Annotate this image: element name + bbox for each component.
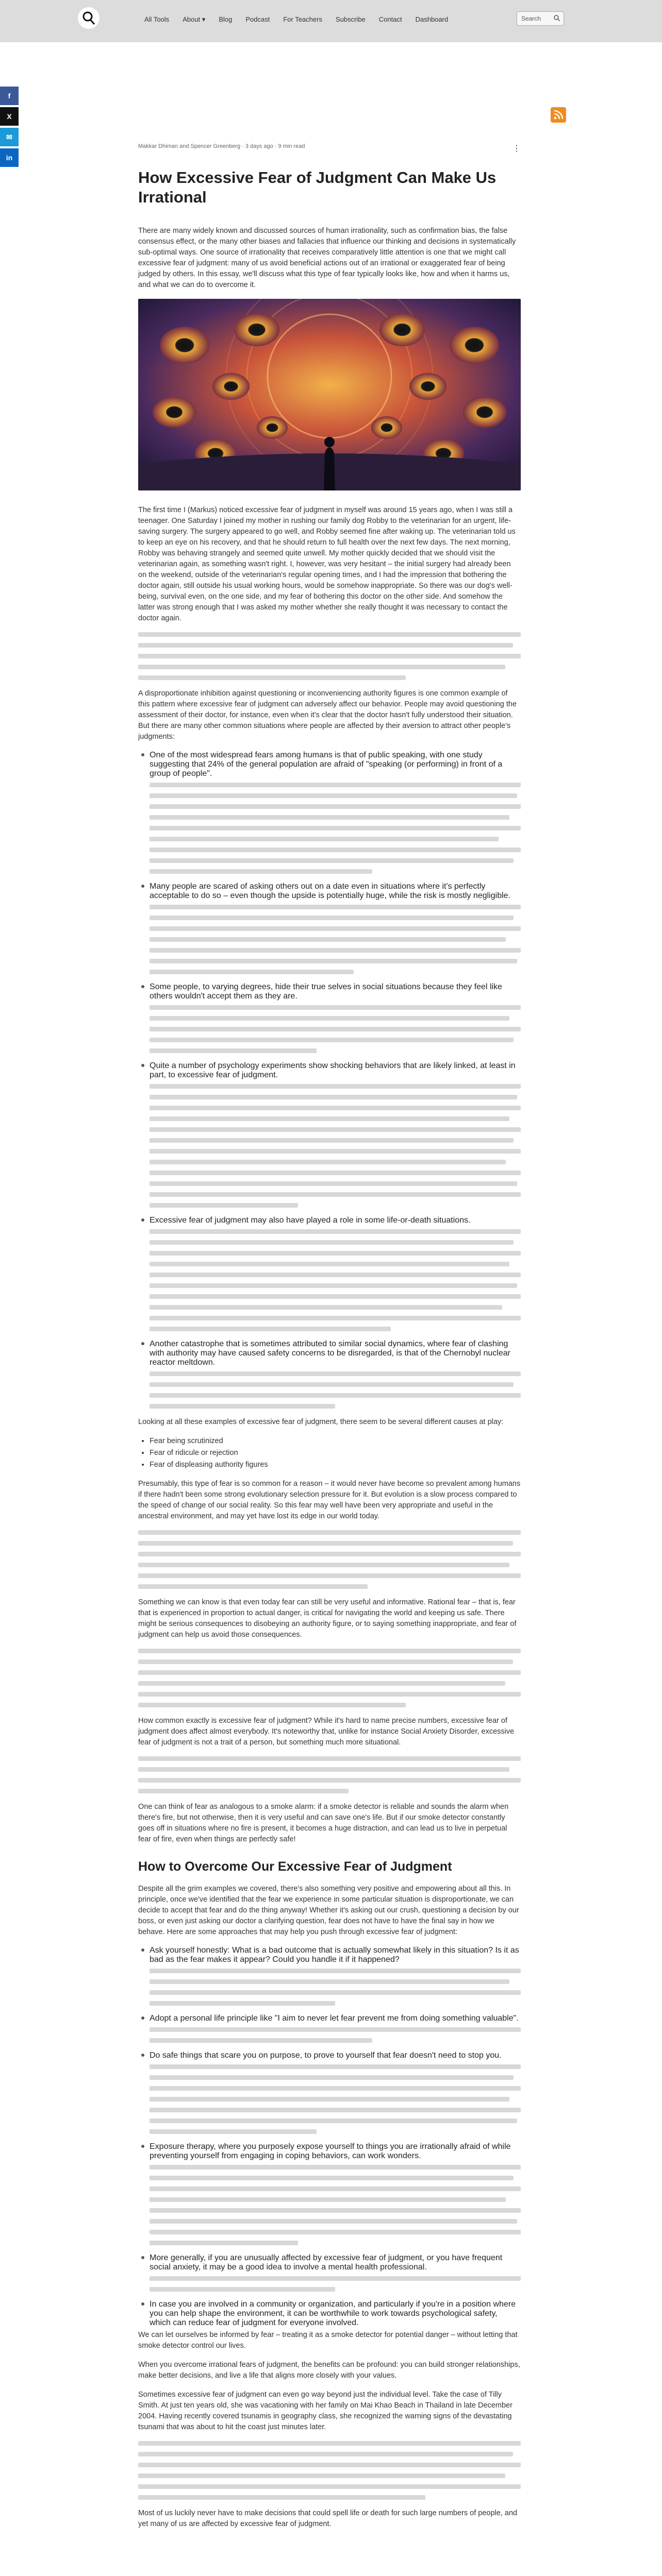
article-meta [138, 143, 521, 154]
paragraph-vet-story: The first time I (Markus) noticed excessive fear of judgment in myself was around 15 years ago, when I was still a teenager. One Saturday I joined my mother in rushing our family dog Robby to the veterinarian for an urgent, life-saving surgery. The surgery appeared to go well, and Robby seemed fine after waking up. The veterinarian told us to keep an eye on his recovery, and that he should return to full health over the next few days. The next morning, Robby was behaving strangely and seemed quite unwell. My mother quickly decided that we should visit the veterinarian again, as something wasn't right. I, however, was very hesitant – the initial surgery had already been on the weekend, outside of the veterinarian's regular opening times, and I had the impression that bothering the doctor again, still outside his usual working hours, would be somehow inappropriate. So there was our dog's well-being, survival even, on the one side, and my fear of bothering this doctor on the other side. And somehow the latter was strong enough that I was asked my mother whether she really thought it was necessary to contact the doctor again. [138, 506, 516, 622]
nav-subscribe[interactable]: Subscribe [335, 15, 366, 23]
article-title: How Excessive Fear of Judgment Can Make Us Irrational [138, 168, 496, 206]
email-icon: ✉ [6, 132, 12, 141]
author-date-readtime: Makkar Dhiman and Spencer Greenberg · 3 days ago · 9 min read [138, 143, 305, 149]
paragraph-smoke-alarm: One can think of fear as analogous to a smoke alarm: if a smoke detector is reliable and sounds the alarm when there's fire, but not otherwise, then it is very useful and can save one's life. But if our smoke detector constantly goes off in situations where no fire is present, it becomes a huge distraction, and can lead us to live in perpetual fear of fire, even when things are perfectly safe! [138, 1803, 509, 1843]
list-item: Exposure therapy, where you purposely expose yourself to things you are irrationally afraid of while preventing yourself from engaging in coping behaviors, can work wonders. [138, 2142, 521, 2245]
search-input[interactable] [517, 11, 564, 26]
list-item: Adopt a personal life principle like "I aim to never let fear prevent me from doing something valuable". [138, 2014, 521, 2043]
nav-about[interactable]: About ▾ [183, 15, 206, 23]
list-item: • Fear of displeasing authority figures [150, 1460, 521, 1470]
paragraph-tilly-smith: Sometimes excessive fear of judgment can even go way beyond just the individual level. Take the case of Tilly Smith. At just ten years old, she was vacationing with her family on Mai Khao Beach in Thailand in late December 2004. Having recently covered tsunamis in geography class, she recognized the warning signs of the devastating tsunami that was about to hit the coast just minutes later. [138, 2391, 512, 2431]
rss-feed-button[interactable] [551, 107, 566, 123]
intro-paragraph: There are many widely known and discussed sources of human irrationality, such as confirmation bias, the false consensus effect, or the many other biases and fallacies that influence our thinking and decisions in systematically sub-optimal ways. One source of irrationality that receives comparatively little attention is one that we might call excessive fear of judgment: many of us avoid beneficial actions out of an irrational or exaggerated fear of being judged by others. In this essay, we'll discuss what this type of fear typically looks like, how and when it harms us, and what we can do to overcome it. [138, 227, 516, 289]
share-linkedin-button[interactable] [0, 148, 19, 167]
main-nav [144, 15, 448, 24]
linkedin-icon: in [6, 154, 13, 162]
approaches-list [138, 1946, 521, 2328]
list-item: Do safe things that scare you on purpose, to prove to yourself that fear doesn't need to stop you. [138, 2051, 521, 2134]
paragraph-causes: Looking at all these examples of excessive fear of judgment, there seem to be several different causes at play: [138, 1418, 504, 1426]
paragraph-tilly-smith-continued [138, 2441, 521, 2500]
facebook-icon: f [8, 92, 11, 100]
list-item: Some people, to varying degrees, hide their true selves in social situations because they feel like others wouldn't accept them as they are. [138, 982, 521, 1053]
search-icon [553, 14, 560, 22]
more-options-icon[interactable]: ⋮ [512, 144, 521, 153]
paragraph-vet-story-continued [138, 632, 521, 680]
list-item: Ask yourself honestly: What is a bad outcome that is actually somewhat likely in this situation? Is it as bad as the fear makes it appear? Could you handle it if it happened? [138, 1946, 521, 2006]
paragraph-evolution: Presumably, this type of fear is so common for a reason – it would never have become so prevalent among humans if there hadn't been some strong evolutionary selection pressure for it. But evolution is a slow process compared to the speed of change of our social reality. So this fear may well have been very appropriate and useful in the ancestral environment, and may yet have lost its edge in our world today. [138, 1480, 521, 1520]
paragraph-how-common: How common exactly is excessive fear of judgment? While it's hard to name precise numbers, excessive fear of judgment does affect almost everybody. It's noteworthy that, unlike for instance Social Anxiety Disorder, excessive fear of judgment is not a trait of a person, but something much more situational. [138, 1717, 515, 1747]
section-heading-overcome: How to Overcome Our Excessive Fear of Judgment [138, 1859, 452, 1874]
paragraph-rational-fear: Something we can know is that even today fear can still be very useful and informative. Rational fear – that is, fear that is experienced in proportion to actual danger, is critical for navigating the world and keeping us safe. There might be serious consequences to disobeying an authority figure, or to saying something inappropriate, and fear of judgment can help us avoid those consequences. [138, 1598, 517, 1639]
list-item: One of the most widespread fears among humans is that of public speaking, with one study suggesting that 24% of the general population are afraid of "speaking (or performing) in front of a group of people". [138, 751, 521, 874]
paragraph-rational-fear-continued [138, 1649, 521, 1707]
list-item: In case you are involved in a community or organization, and particularly if you're in a position where you can help shape the environment, it can be worthwhile to work towards psychological safety, which can reduce fear of judgment for everyone involved. [138, 2300, 521, 2328]
paragraph-overcome-intro: Despite all the grim examples we covered, there's also something very positive and empowering about all this. In principle, once we've identified that the fear we experience in some particular situation is disproportionate, we can decide to accept that fear and do the thing anyway! Whether it's asking out our crush, questioning a decision by our boss, or even just asking our doctor a clarifying question, fear does not have to have the final say in how we behave. Here are some approaches that may help you push through excessive fear of judgment: [138, 1885, 519, 1936]
site-logo[interactable] [78, 7, 100, 29]
causes-list [138, 1436, 521, 1470]
magnifier-logo-icon [81, 10, 96, 26]
list-item: • Fear being scrutinized [150, 1436, 521, 1447]
nav-blog[interactable]: Blog [219, 15, 233, 23]
paragraph-conclusion: Most of us luckily never have to make decisions that could spell life or death for such large numbers of people, and yet many of us are affected by excessive fear of judgment. [138, 2509, 518, 2528]
paragraph-informed-by-fear: We can let ourselves be informed by fear – treating it as a smoke detector for potential danger – without letting that smoke detector control our lives. [138, 2331, 518, 2350]
nav-contact[interactable]: Contact [378, 15, 402, 23]
site-header [0, 0, 662, 42]
nav-for-teachers[interactable]: For Teachers [283, 15, 322, 23]
share-email-button[interactable] [0, 128, 19, 146]
share-facebook-button[interactable] [0, 87, 19, 105]
paragraph-benefits: When you overcome irrational fears of judgment, the benefits can be profound: you can build stronger relationships, make better decisions, and live a life that aligns more closely with your values. [138, 2361, 520, 2380]
rss-icon [551, 107, 566, 123]
watching-eyes-illustration [138, 299, 521, 490]
list-item: Excessive fear of judgment may also have played a role in some life-or-death situations. [138, 1216, 521, 1331]
list-item: Quite a number of psychology experiments show shocking behaviors that are likely linked, at least in part, to excessive fear of judgment. [138, 1061, 521, 1208]
nav-all-tools[interactable]: All Tools [144, 15, 170, 23]
search-placeholder: Search [521, 15, 541, 22]
hero-illustration [138, 299, 521, 490]
list-item: Another catastrophe that is sometimes attributed to similar social dynamics, where fear of clashing with authority may have caused safety concerns to be disregarded, is that of the Chernobyl nuclear reactor meltdown. [138, 1340, 521, 1409]
paragraph-evolution-continued [138, 1530, 521, 1589]
nav-podcast[interactable]: Podcast [245, 15, 270, 23]
list-item: • Fear of ridicule or rejection [150, 1448, 521, 1459]
paragraph-how-common-continued [138, 1756, 521, 1793]
examples-list [138, 751, 521, 1409]
share-x-button[interactable] [0, 107, 19, 126]
list-item: More generally, if you are unusually affected by excessive fear of judgment, or you have frequent social anxiety, it may be a good idea to involve a mental health professional. [138, 2253, 521, 2292]
nav-dashboard[interactable]: Dashboard [415, 15, 449, 23]
x-icon: X [7, 112, 12, 121]
paragraph-authority: A disproportionate inhibition against questioning or inconveniencing authority figures is one common example of this pattern where excessive fear of judgment can adversely affect our behavior. People may avoid questioning the assessment of their doctor, for instance, even when it's clear that the doctor hasn't fully understood their situation. But there are many other common situations where people are affected by their aversion to attract other people's judgments: [138, 689, 517, 741]
article [138, 143, 521, 2538]
list-item: Many people are scared of asking others out on a date even in situations where it's perfectly acceptable to do so – even though the upside is potentially huge, while the risk is mostly negligible. [138, 882, 521, 974]
